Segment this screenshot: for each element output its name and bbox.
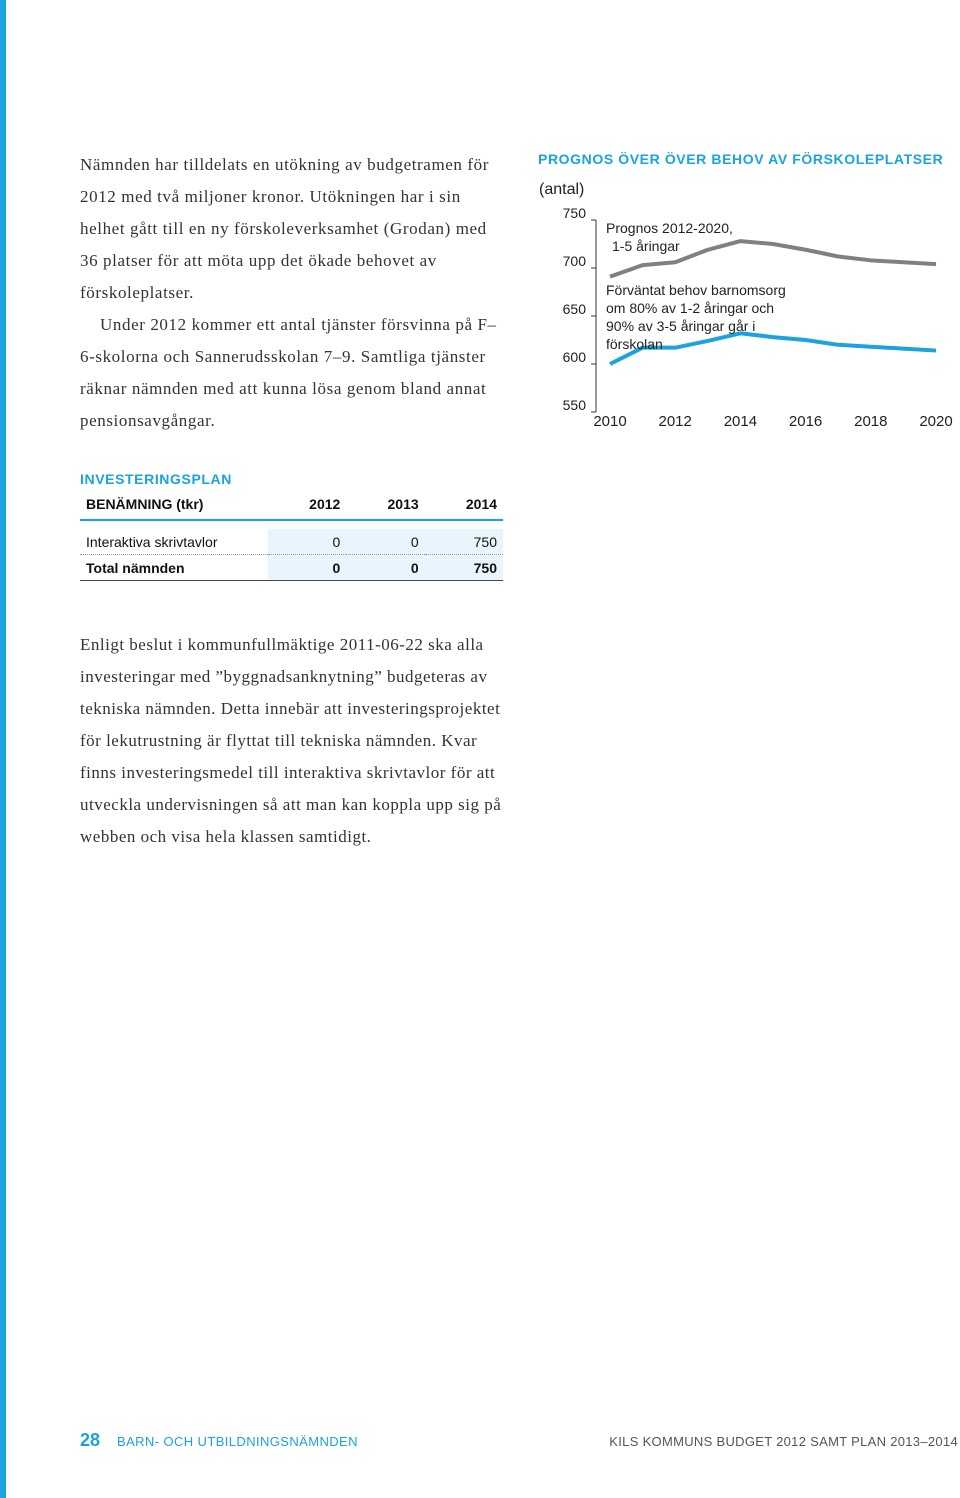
header-2014: 2014 — [425, 489, 503, 520]
y-tick-label: 550 — [562, 397, 586, 413]
table-spacer — [80, 520, 503, 529]
series-label-line: 1-5 åringar — [612, 238, 680, 254]
series-label-line: om 80% av 1-2 åringar och — [606, 300, 775, 316]
row-2013: 0 — [346, 529, 424, 555]
x-tick-label: 2018 — [854, 413, 888, 430]
row-name: Interaktiva skrivtavlor — [80, 529, 268, 555]
series-label-line: förskolan — [606, 336, 663, 352]
x-tick-label: 2016 — [788, 413, 823, 430]
page-number: 28 — [80, 1430, 101, 1450]
table-total-row — [80, 555, 503, 581]
series-label-line: 90% av 3-5 åringar går i — [606, 318, 756, 334]
row-2012: 0 — [268, 529, 346, 555]
x-tick-label: 2014 — [723, 413, 758, 430]
x-tick-label: 2010 — [593, 413, 627, 430]
investment-heading: INVESTERINGSPLAN — [80, 471, 232, 487]
chart-heading: PROGNOS ÖVER ÖVER BEHOV AV FÖRSKOLEPLATSER — [538, 151, 944, 167]
intro-paragraph-1: Nämnden har tilldelats en utökning av budgetramen för 2012 med två miljoner kronor. Utökningen har i sin helhet gått till en ny förskoleverksamhet (Grodan) med 36 platser för att möta upp det ökade behovet av förskoleplatser. — [80, 155, 489, 302]
y-tick-label: 700 — [562, 253, 586, 269]
total-name: Total nämnden — [80, 555, 268, 581]
header-2013: 2013 — [346, 489, 424, 520]
y-tick-label: 600 — [562, 349, 586, 365]
intro-text — [80, 149, 505, 437]
row-2014: 750 — [425, 529, 503, 555]
intro-paragraph-2: Under 2012 kommer ett antal tjänster försvinna på F–6-skolorna och Sannerudsskolan 7–9. Samtliga tjänster räknar nämnden med att kunna lösa genom bland annat pensionsavgångar. — [80, 315, 497, 430]
series-labels — [606, 220, 786, 352]
decision-text — [80, 629, 505, 853]
y-axis-label: (antal) — [539, 181, 585, 198]
accent-side-bar — [0, 0, 6, 1498]
investment-table — [80, 489, 503, 581]
total-2014: 750 — [425, 555, 503, 581]
x-axis — [593, 413, 952, 430]
header-2012: 2012 — [268, 489, 346, 520]
decision-paragraph: Enligt beslut i kommunfullmäktige 2011-06-22 ska alla investeringar med ”byggnadsanknytning” budgeteras av tekniska nämnden. Detta innebär att investeringsprojektet för lekutrustning är flyttat till tekniska nämnden. Kvar finns investeringsmedel till interaktiva skrivtavlor för att utveckla undervisningen så att man kan koppla upp sig på webben och visa hela klassen samtidigt. — [80, 635, 502, 846]
total-2013: 0 — [346, 555, 424, 581]
footer-document-title: KILS KOMMUNS BUDGET 2012 SAMT PLAN 2013–2014 — [609, 1434, 958, 1449]
table-row — [80, 529, 503, 555]
x-tick-label: 2020 — [919, 413, 953, 430]
series-label-line: Prognos 2012-2020, — [606, 220, 733, 236]
spacer-cell — [80, 520, 503, 529]
y-tick-label: 650 — [562, 301, 586, 317]
forecast-line-chart — [530, 176, 960, 438]
series-label-line: Förväntat behov barnomsorg — [606, 282, 786, 298]
y-tick-label: 750 — [562, 205, 586, 221]
table-header-row — [80, 489, 503, 520]
footer-department: BARN- OCH UTBILDNINGSNÄMNDEN — [117, 1434, 358, 1449]
total-2012: 0 — [268, 555, 346, 581]
header-name: BENÄMNING (tkr) — [80, 489, 268, 520]
x-tick-label: 2012 — [658, 413, 692, 430]
y-axis — [563, 205, 596, 413]
